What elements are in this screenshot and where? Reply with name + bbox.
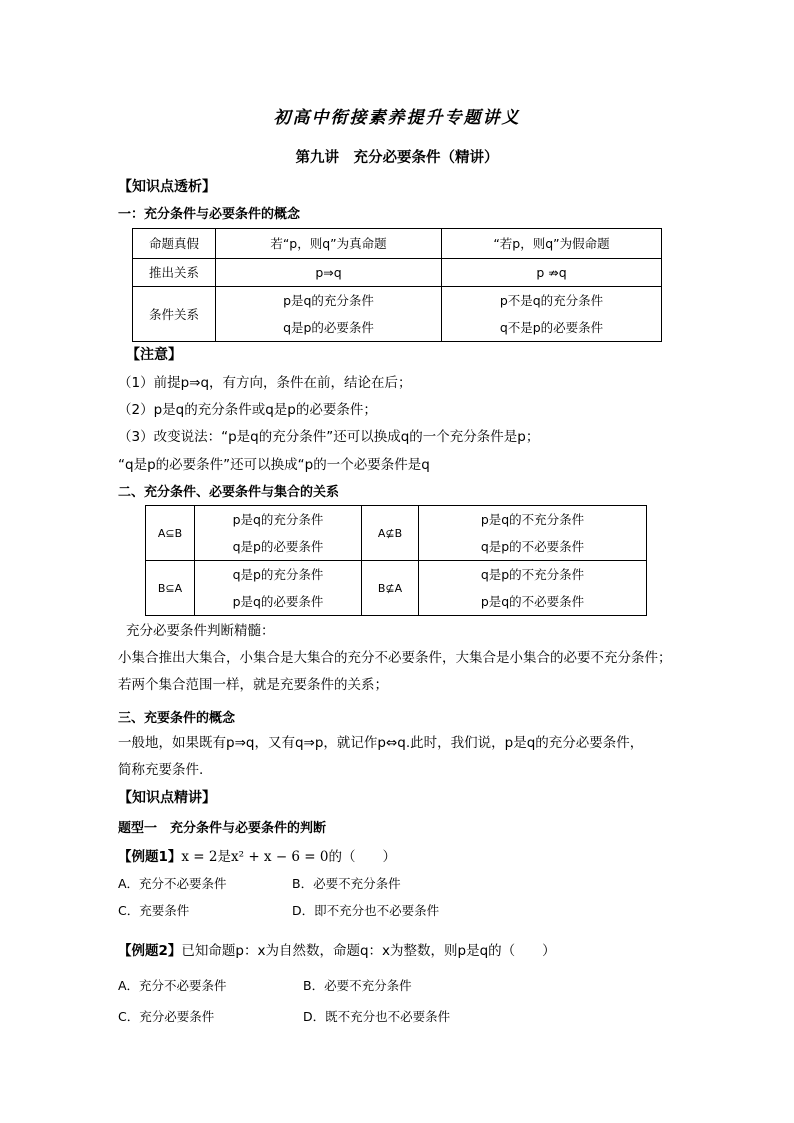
- note-header: 【注意】: [126, 347, 182, 363]
- table2-cell: [419, 561, 647, 616]
- option-c: C．充要条件: [118, 903, 190, 918]
- section-title-iff: 三、充要条件的概念: [118, 711, 236, 726]
- paragraph-line: 若两个集合范围一样，就是充要条件的关系；: [118, 677, 388, 693]
- table2-line: p是q的不充分条件: [480, 512, 585, 527]
- paragraph-line: 简称充要条件.: [118, 762, 204, 778]
- note-line: （3）改变说法：“p是q的充分条件”还可以换成q的一个充分条件是p；: [118, 429, 540, 445]
- option-b: B．必要不充分条件: [292, 876, 401, 891]
- option-a: A．充分不必要条件: [118, 876, 227, 891]
- page-title: 初高中衔接素养提升专题讲义: [273, 108, 521, 128]
- paragraph-line: 充分必要条件判断精髓：: [126, 623, 275, 639]
- note-line: （1）前提p⇒q，有方向，条件在前，结论在后；: [118, 375, 412, 391]
- option-d: D．即不充分也不必要条件: [292, 903, 440, 918]
- option-a: A．充分不必要条件: [118, 978, 227, 993]
- table2-line: p是q的充分条件: [232, 512, 324, 527]
- table1-cell: 推出关系: [133, 259, 216, 287]
- table1-line: p是q的充分条件: [283, 293, 374, 308]
- set-relation-cell: A⊆B: [146, 506, 195, 561]
- table2-line: p是q的不必要条件: [480, 594, 585, 609]
- paragraph-line: 小集合推出大集合，小集合是大集合的充分不必要条件，大集合是小集合的必要不充分条件；: [118, 650, 672, 666]
- table1-cell: [442, 287, 662, 342]
- table2-cell: [419, 506, 647, 561]
- section-title-sets: 二、充分条件、必要条件与集合的关系: [118, 485, 340, 500]
- table1-cell: 条件关系: [133, 287, 216, 342]
- section-title-concepts: 一：充分条件与必要条件的概念: [118, 207, 301, 222]
- note-line: （2）p是q的充分条件或q是p的必要条件；: [118, 402, 377, 418]
- condition-table: [132, 228, 662, 342]
- example-stem: 已知命题p：x为自然数，命题q：x为整数，则p是q的（ ）: [181, 943, 556, 959]
- lecture-subtitle: 第九讲 充分必要条件（精讲）: [295, 150, 499, 166]
- table2-cell: [195, 561, 362, 616]
- example-label: 【例题2】: [118, 943, 182, 959]
- table1-line: q是p的必要条件: [283, 320, 374, 335]
- table2-cell: [195, 506, 362, 561]
- note-line: “q是p的必要条件”还可以换成“p的一个必要条件是q: [118, 457, 430, 473]
- example-2: [118, 939, 556, 959]
- table1-cell: [216, 287, 442, 342]
- set-relation-cell: B⊆A: [146, 561, 195, 616]
- table2-line: q是p的充分条件: [232, 567, 324, 582]
- section-header-lecture: 【知识点精讲】: [118, 790, 216, 806]
- paragraph-line: 一般地，如果既有p⇒q，又有q⇒p，就记作p⇔q.此时，我们说，p是q的充分必要条件，: [118, 735, 644, 751]
- table1-cell: p⇒q: [216, 259, 442, 287]
- example-label: 【例题1】: [118, 849, 182, 865]
- example-stem: x = 2是x² + x − 6 = 0的（ ）: [181, 849, 397, 865]
- table2-line: q是p的不充分条件: [480, 567, 585, 582]
- table1-header-cell: 命题真假: [133, 229, 216, 259]
- set-relation-table: [145, 505, 647, 616]
- option-d: D．既不充分也不必要条件: [303, 1009, 451, 1024]
- table1-line: p不是q的充分条件: [499, 293, 604, 308]
- question-type-title: 题型一 充分条件与必要条件的判断: [118, 821, 327, 836]
- table1-line: q不是p的必要条件: [499, 320, 604, 335]
- option-b: B．必要不充分条件: [303, 978, 412, 993]
- set-relation-cell: B⊈A: [362, 561, 419, 616]
- table1-header-cell: 若“p，则q”为真命题: [216, 229, 442, 259]
- table2-line: p是q的必要条件: [232, 594, 324, 609]
- option-c: C．充分必要条件: [118, 1009, 215, 1024]
- table2-line: q是p的必要条件: [232, 539, 324, 554]
- table1-cell: p ⇏q: [442, 259, 662, 287]
- table1-header-cell: “若p，则q”为假命题: [442, 229, 662, 259]
- section-header-knowledge: 【知识点透析】: [118, 179, 216, 195]
- table2-line: q是p的不必要条件: [480, 539, 585, 554]
- example-1: [118, 845, 396, 865]
- set-relation-cell: A⊈B: [362, 506, 419, 561]
